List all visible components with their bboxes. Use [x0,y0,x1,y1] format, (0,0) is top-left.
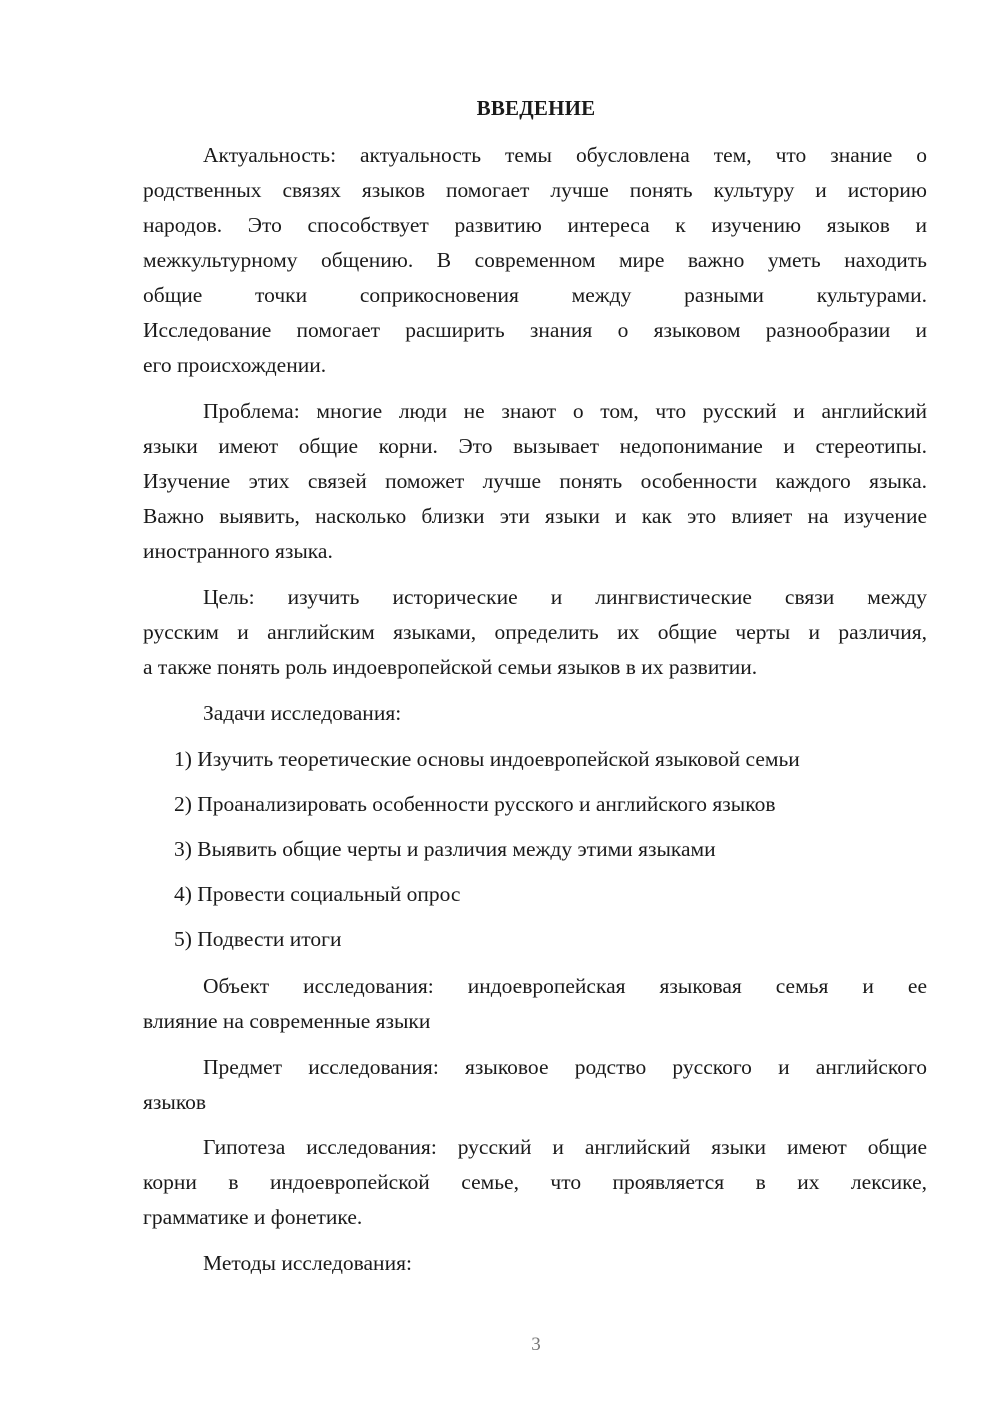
text-line: Исследование помогает расширить знания о языковом разнообразии и [143,318,927,342]
task-list-item: 4) Провести социальный опрос [174,882,461,906]
text-line: Предмет исследования: языковое родство русского и английского [203,1055,927,1079]
text-line: Актуальность: актуальность темы обусловлена тем, что знание о [203,143,927,167]
task-list-item: 3) Выявить общие черты и различия между этими языками [174,837,716,861]
text-line: межкультурному общению. В современном мире важно уметь находить [143,248,927,272]
text-line: языки имеют общие корни. Это вызывает недопонимание и стереотипы. [143,434,927,458]
section-heading: ВВЕДЕНИЕ [476,96,596,120]
text-line: Проблема: многие люди не знают о том, что русский и английский [203,399,927,423]
text-line: корни в индоевропейской семье, что проявляется в их лексике, [143,1170,927,1194]
task-list-item: 2) Проанализировать особенности русского и английского языков [174,792,776,816]
text-line: общие точки соприкосновения между разными культурами. [143,283,927,307]
text-line: родственных связях языков помогает лучше понять культуру и историю [143,178,927,202]
text-line: Цель: изучить исторические и лингвистические связи между [203,585,927,609]
text-line: Изучение этих связей поможет лучше понять особенности каждого языка. [143,469,927,493]
page-number: 3 [531,1334,541,1355]
text-line: грамматике и фонетике. [143,1205,363,1229]
text-line: а также понять роль индоевропейской семьи языков в их развитии. [143,655,758,679]
task-list-item: 5) Подвести итоги [174,927,342,951]
text-line: Методы исследования: [203,1251,412,1275]
text-line: иностранного языка. [143,539,333,563]
text-line: его происхождении. [143,353,327,377]
text-line: Задачи исследования: [203,701,402,725]
text-line: русским и английским языками, определить их общие черты и различия, [143,620,927,644]
text-line: Важно выявить, насколько близки эти языки и как это влияет на изучение [143,504,927,528]
text-line: Гипотеза исследования: русский и английский языки имеют общие [203,1135,927,1159]
text-line: влияние на современные языки [143,1009,431,1033]
text-line: Объект исследования: индоевропейская языковая семья и ее [203,974,927,998]
task-list-item: 1) Изучить теоретические основы индоевропейской языковой семьи [174,747,800,771]
text-line: языков [143,1090,207,1114]
text-line: народов. Это способствует развитию интереса к изучению языков и [143,213,927,237]
